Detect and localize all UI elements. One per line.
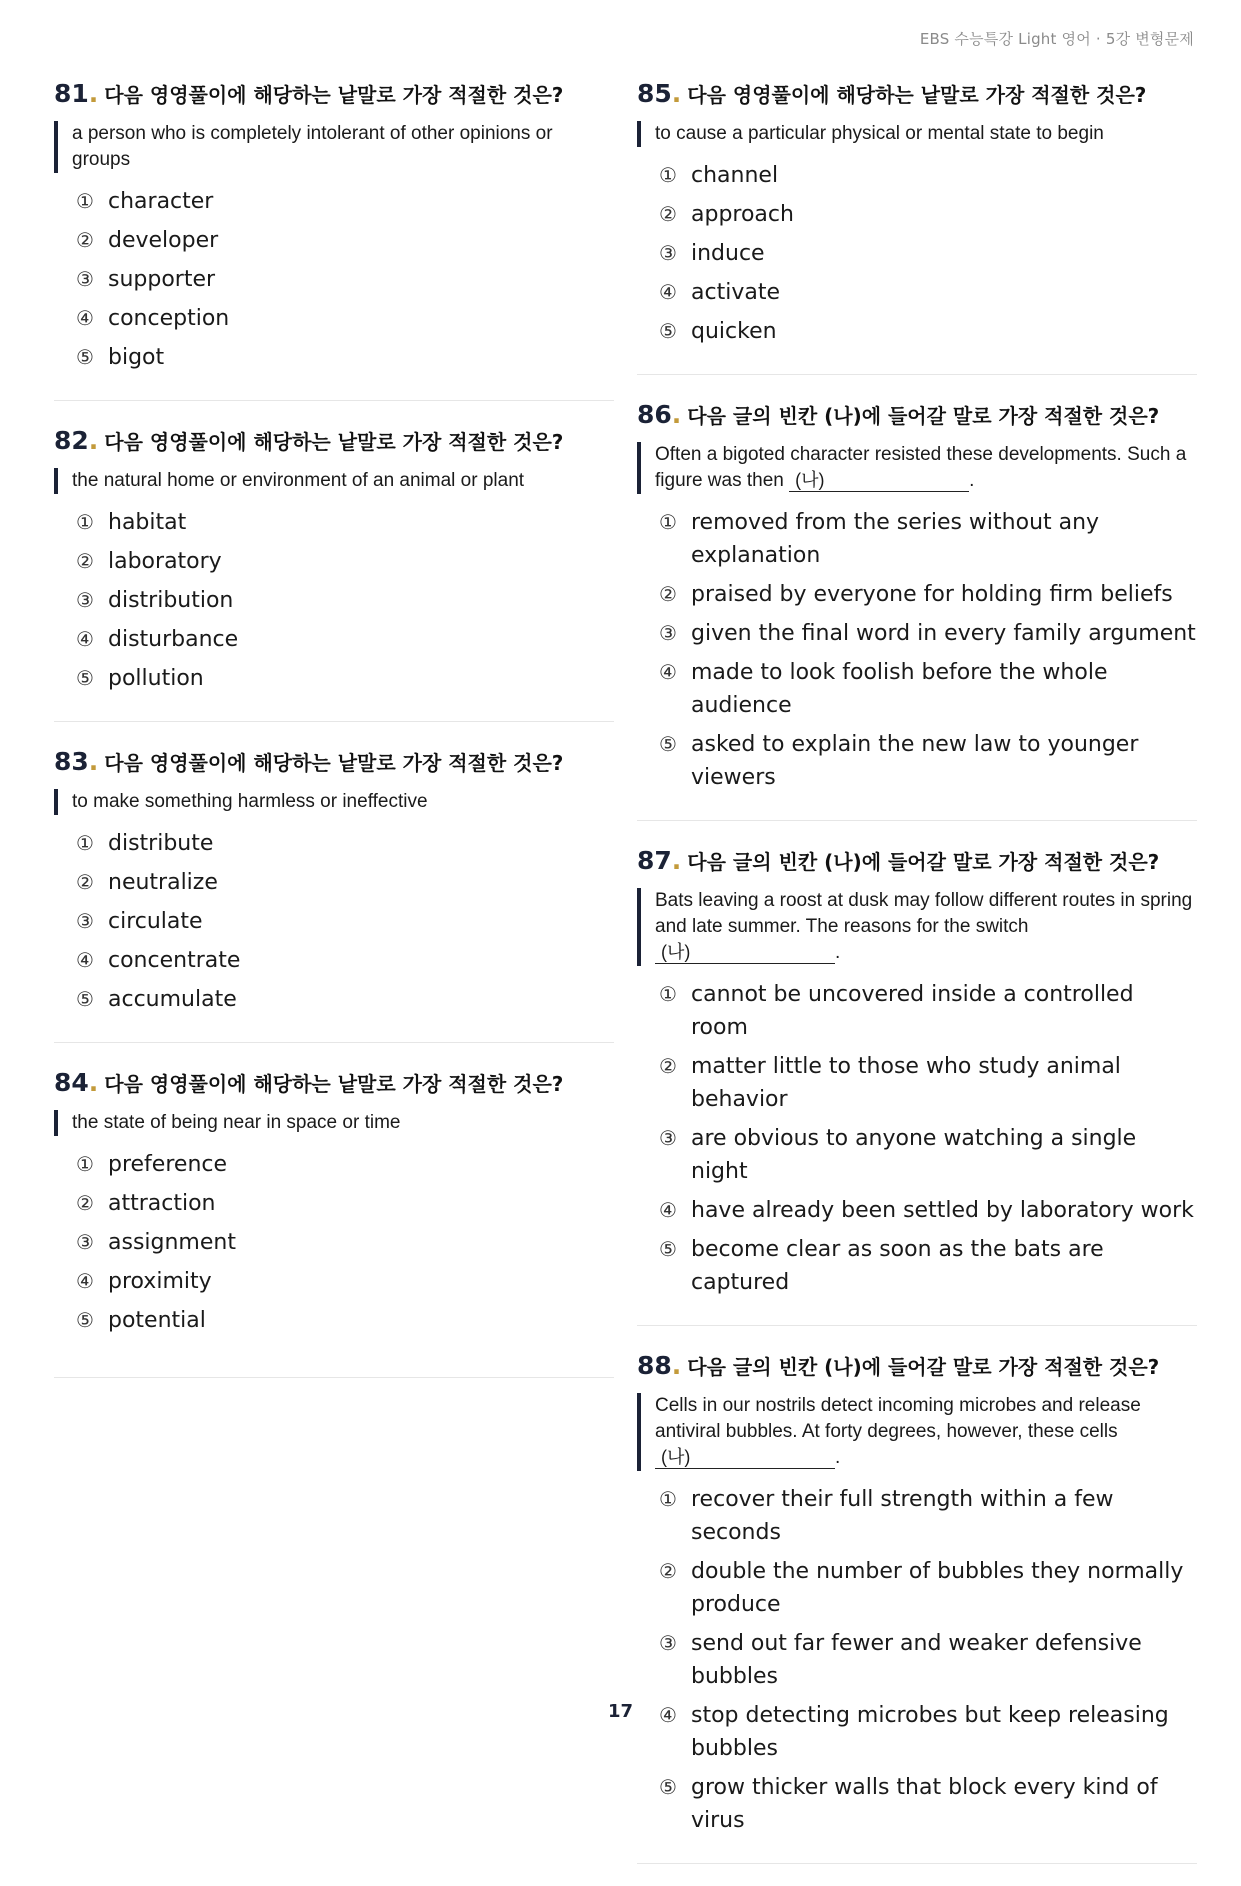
choice-text: disturbance (108, 627, 239, 652)
choice-marker: ③ (659, 241, 677, 265)
definition-box: the state of being near in space or time (54, 1110, 614, 1136)
choice-option[interactable] (659, 237, 1197, 270)
choice-text: supporter (108, 267, 216, 292)
choice-option[interactable] (659, 656, 1197, 722)
passage-box (637, 1393, 1197, 1471)
choice-marker: ② (76, 870, 94, 894)
choice-option[interactable] (76, 545, 614, 578)
question-number: 82 (54, 426, 89, 455)
question-85 (637, 76, 1197, 375)
choice-list (54, 1148, 614, 1337)
definition-box: to make something harmless or ineffective (54, 789, 614, 815)
choice-marker: ④ (76, 306, 94, 330)
choice-text: laboratory (108, 549, 222, 574)
question-87 (637, 843, 1197, 1326)
choice-option[interactable] (659, 1771, 1197, 1837)
passage-box (637, 442, 1197, 494)
choice-text: made to look foolish before the whole audience (691, 660, 1108, 718)
choice-option[interactable] (659, 617, 1197, 650)
passage-text: Bats leaving a roost at dusk may follow different routes in spring and late summer. The reasons for the switch (655, 890, 1193, 937)
choice-marker: ④ (76, 1269, 94, 1293)
passage-end: . (969, 470, 975, 491)
choice-option[interactable] (659, 1050, 1197, 1116)
choice-marker: ⑤ (76, 666, 94, 690)
choice-option[interactable] (76, 1187, 614, 1220)
choice-option[interactable] (76, 185, 614, 218)
choice-option[interactable] (76, 623, 614, 656)
choice-text: assignment (108, 1230, 236, 1255)
choice-marker: ② (659, 1054, 677, 1078)
choice-text: neutralize (108, 870, 218, 895)
choice-option[interactable] (659, 1627, 1197, 1693)
choice-option[interactable] (659, 315, 1197, 348)
choice-list (54, 506, 614, 695)
choice-option[interactable] (76, 866, 614, 899)
choice-option[interactable] (76, 1148, 614, 1181)
question-number: 85 (637, 79, 672, 108)
choice-marker: ④ (76, 627, 94, 651)
question-number: 81 (54, 79, 89, 108)
question-prompt: 다음 글의 빈칸 (나)에 들어갈 말로 가장 적절한 것은? (687, 1355, 1160, 1379)
choice-marker: ⑤ (659, 732, 677, 756)
choice-text: are obvious to anyone watching a single night (691, 1126, 1137, 1184)
question-prompt: 다음 영영풀이에 해당하는 낱말로 가장 적절한 것은? (104, 83, 564, 107)
choice-option[interactable] (659, 728, 1197, 794)
question-title (637, 1348, 1197, 1383)
question-prompt: 다음 영영풀이에 해당하는 낱말로 가장 적절한 것은? (104, 430, 564, 454)
choice-marker: ④ (659, 280, 677, 304)
question-number: 88 (637, 1351, 672, 1380)
choice-text: distribution (108, 588, 234, 613)
choice-option[interactable] (659, 1194, 1197, 1227)
page-header: EBS 수능특강 Light 영어 · 5강 변형문제 (919, 30, 1194, 48)
choice-text: stop detecting microbes but keep releasing bubbles (691, 1703, 1169, 1761)
choice-text: habitat (108, 510, 187, 535)
choice-text: given the final word in every family argument (691, 621, 1196, 646)
choice-text: preference (108, 1152, 228, 1177)
choice-text: attraction (108, 1191, 216, 1216)
choice-marker: ③ (76, 588, 94, 612)
choice-text: have already been settled by laboratory work (691, 1198, 1194, 1223)
choice-text: concentrate (108, 948, 241, 973)
choice-marker: ② (76, 228, 94, 252)
choice-marker: ② (76, 1191, 94, 1215)
passage-text: Cells in our nostrils detect incoming microbes and release antiviral bubbles. At forty degrees, however, these cells (655, 1395, 1141, 1442)
choice-text: induce (691, 241, 765, 266)
question-number-dot: . (88, 1068, 99, 1097)
question-title (637, 843, 1197, 878)
choice-list (637, 159, 1197, 348)
choice-option[interactable] (659, 978, 1197, 1044)
question-number-dot: . (671, 400, 682, 429)
question-number: 84 (54, 1068, 89, 1097)
choice-text: become clear as soon as the bats are captured (691, 1237, 1104, 1295)
choice-list (637, 506, 1197, 794)
choice-marker: ② (659, 582, 677, 606)
choice-text: distribute (108, 831, 214, 856)
choice-text: conception (108, 306, 230, 331)
choice-text: matter little to those who study animal behavior (691, 1054, 1121, 1112)
passage-end: . (835, 1447, 841, 1468)
question-prompt: 다음 영영풀이에 해당하는 낱말로 가장 적절한 것은? (104, 751, 564, 775)
choice-text: quicken (691, 319, 777, 344)
question-84 (54, 1065, 614, 1378)
choice-option[interactable] (76, 827, 614, 860)
choice-marker: ③ (76, 909, 94, 933)
choice-option[interactable] (659, 578, 1197, 611)
choice-option[interactable] (659, 198, 1197, 231)
question-88 (637, 1348, 1197, 1864)
choice-list (637, 978, 1197, 1299)
choice-text: recover their full strength within a few seconds (691, 1487, 1114, 1545)
choice-marker: ④ (659, 1703, 677, 1727)
choice-list (54, 185, 614, 374)
choice-option[interactable] (659, 159, 1197, 192)
question-81 (54, 76, 614, 401)
passage-text: Often a bigoted character resisted these developments. Such a figure was then (655, 444, 1187, 491)
choice-option[interactable] (76, 944, 614, 977)
question-number: 87 (637, 846, 672, 875)
definition-box: to cause a particular physical or mental state to begin (637, 121, 1197, 147)
choice-text: character (108, 189, 214, 214)
right-column (637, 76, 1197, 1886)
passage-box (637, 888, 1197, 966)
choice-text: cannot be uncovered inside a controlled room (691, 982, 1134, 1040)
choice-option[interactable] (659, 1483, 1197, 1549)
choice-text: removed from the series without any explanation (691, 510, 1100, 568)
question-title (637, 76, 1197, 111)
question-82 (54, 423, 614, 722)
question-number-dot: . (88, 79, 99, 108)
question-title (54, 76, 614, 111)
choice-marker: ① (659, 163, 677, 187)
choice-marker: ③ (659, 1126, 677, 1150)
choice-option[interactable] (659, 1122, 1197, 1188)
choice-option[interactable] (76, 584, 614, 617)
choice-marker: ④ (76, 948, 94, 972)
answer-blank: (나) (655, 941, 835, 964)
choice-marker: ③ (659, 621, 677, 645)
choice-option[interactable] (76, 905, 614, 938)
choice-text: potential (108, 1308, 206, 1333)
question-number-dot: . (671, 79, 682, 108)
choice-option[interactable] (76, 341, 614, 374)
question-86 (637, 397, 1197, 821)
choice-option[interactable] (76, 1265, 614, 1298)
choice-text: praised by everyone for holding firm beliefs (691, 582, 1173, 607)
choice-text: double the number of bubbles they normally produce (691, 1559, 1184, 1617)
choice-option[interactable] (76, 1226, 614, 1259)
choice-marker: ① (76, 189, 94, 213)
choice-marker: ② (659, 202, 677, 226)
choice-text: developer (108, 228, 219, 253)
choice-list (637, 1483, 1197, 1837)
choice-text: circulate (108, 909, 203, 934)
choice-option[interactable] (76, 263, 614, 296)
question-number-dot: . (88, 747, 99, 776)
choice-option[interactable] (76, 983, 614, 1016)
choice-text: send out far fewer and weaker defensive bubbles (691, 1631, 1142, 1689)
choice-marker: ① (659, 510, 677, 534)
question-number-dot: . (671, 846, 682, 875)
choice-text: asked to explain the new law to younger viewers (691, 732, 1139, 790)
choice-text: pollution (108, 666, 204, 691)
definition-box: the natural home or environment of an animal or plant (54, 468, 614, 494)
choice-option[interactable] (76, 506, 614, 539)
choice-option[interactable] (659, 506, 1197, 572)
choice-marker: ④ (659, 660, 677, 684)
choice-marker: ① (76, 1152, 94, 1176)
choice-text: grow thicker walls that block every kind of virus (691, 1775, 1158, 1833)
question-title (54, 744, 614, 779)
choice-marker: ⑤ (76, 987, 94, 1011)
choice-text: channel (691, 163, 779, 188)
question-number-dot: . (671, 1351, 682, 1380)
answer-blank: (나) (655, 1446, 835, 1469)
choice-option[interactable] (76, 662, 614, 695)
choice-option[interactable] (76, 302, 614, 335)
question-number: 83 (54, 747, 89, 776)
question-title (637, 397, 1197, 432)
choice-option[interactable] (659, 1233, 1197, 1299)
choice-marker: ⑤ (659, 1237, 677, 1261)
question-prompt: 다음 영영풀이에 해당하는 낱말로 가장 적절한 것은? (104, 1072, 564, 1096)
choice-marker: ① (659, 1487, 677, 1511)
choice-text: bigot (108, 345, 165, 370)
choice-marker: ③ (659, 1631, 677, 1655)
left-column (54, 76, 614, 1400)
choice-marker: ② (659, 1559, 677, 1583)
answer-blank: (나) (789, 469, 969, 492)
question-83 (54, 744, 614, 1043)
choice-option[interactable] (76, 224, 614, 257)
choice-marker: ⑤ (659, 319, 677, 343)
choice-marker: ① (659, 982, 677, 1006)
question-number-dot: . (88, 426, 99, 455)
question-title (54, 423, 614, 458)
page-number: 17 (607, 1701, 634, 1722)
passage-end: . (835, 942, 841, 963)
choice-text: activate (691, 280, 780, 305)
choice-option[interactable] (76, 1304, 614, 1337)
definition-box: a person who is completely intolerant of other opinions or groups (54, 121, 614, 173)
choice-marker: ③ (76, 267, 94, 291)
choice-marker: ① (76, 510, 94, 534)
choice-marker: ② (76, 549, 94, 573)
choice-list (54, 827, 614, 1016)
choice-marker: ⑤ (76, 1308, 94, 1332)
choice-marker: ⑤ (76, 345, 94, 369)
choice-marker: ① (76, 831, 94, 855)
question-prompt: 다음 글의 빈칸 (나)에 들어갈 말로 가장 적절한 것은? (687, 850, 1160, 874)
question-number: 86 (637, 400, 672, 429)
choice-marker: ④ (659, 1198, 677, 1222)
question-title (54, 1065, 614, 1100)
choice-marker: ⑤ (659, 1775, 677, 1799)
question-prompt: 다음 영영풀이에 해당하는 낱말로 가장 적절한 것은? (687, 83, 1147, 107)
choice-text: accumulate (108, 987, 237, 1012)
choice-option[interactable] (659, 276, 1197, 309)
choice-marker: ③ (76, 1230, 94, 1254)
question-prompt: 다음 글의 빈칸 (나)에 들어갈 말로 가장 적절한 것은? (687, 404, 1160, 428)
choice-text: proximity (108, 1269, 212, 1294)
choice-option[interactable] (659, 1555, 1197, 1621)
choice-text: approach (691, 202, 794, 227)
